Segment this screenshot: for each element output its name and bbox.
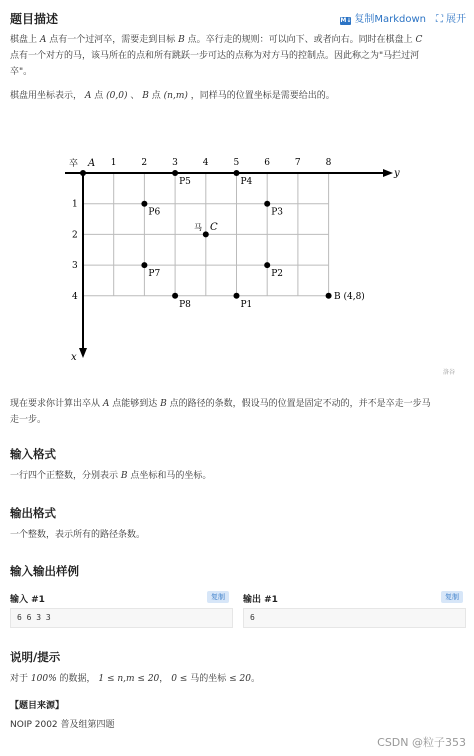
markdown-icon: M↓ (340, 17, 352, 24)
x-axis-arrow (79, 348, 87, 358)
description-text: 棋盘上 A 点有一个过河卒，需要走到目标 B 点。卒行走的规则：可以向下、或者向右。同时在棋盘上 C 点有一个对方的马，该马所在的点和所有跳跃一步可达的点称为对方马的控制点。因此称之为"马拦过河 卒"。 (10, 35, 423, 77)
origin-label: A (88, 158, 96, 169)
col-label: 5 (233, 158, 240, 168)
control-point-label: P3 (271, 207, 283, 218)
col-label: 6 (264, 158, 270, 168)
control-point-dot (264, 262, 270, 268)
coordinate-description: 棋盘用坐标表示， A 点 (0,0) 、 B 点 (n,m) ，同样马的位置坐标是需要给出的。 (10, 91, 335, 101)
control-point-label: P4 (240, 177, 253, 187)
control-point-label: P5 (179, 177, 191, 187)
expand-icon: ⛶ (436, 14, 443, 25)
sample-output-label: 输出 #1 (243, 595, 278, 605)
column-labels (111, 158, 332, 168)
control-point-dot (141, 262, 147, 268)
control-point-label: P1 (240, 299, 253, 310)
source-text: NOIP 2002 普及组第四题 (10, 720, 115, 730)
control-point-dot (172, 293, 178, 299)
col-label: 8 (325, 158, 332, 168)
csdn-watermark: CSDN @粒子353 (377, 736, 466, 749)
target-b-label: B (4,8) (334, 292, 365, 302)
control-point-dot (172, 170, 178, 176)
origin-dot (80, 170, 86, 176)
control-point-dot (234, 293, 240, 299)
control-point-dot (234, 170, 240, 176)
y-axis-label: y (394, 168, 400, 179)
output-format-text: 一个整数，表示所有的路径条数。 (10, 530, 146, 540)
top-actions (340, 10, 466, 25)
col-label: 4 (202, 158, 209, 168)
col-label: 7 (294, 158, 301, 168)
copy-output-button[interactable]: 复制 (441, 591, 463, 603)
copy-input-button[interactable]: 复制 (207, 591, 229, 603)
horse-dot (203, 231, 209, 237)
control-point-label: P6 (148, 207, 161, 218)
horse-glyph: 马 (194, 223, 202, 232)
source-title: 【题目来源】 (10, 701, 65, 711)
sample-input-box[interactable]: 6 6 3 3 (10, 608, 233, 628)
row-label: 1 (72, 199, 78, 210)
input-format-text: 一行四个正整数，分别表示 B 点坐标和马的坐标。 (10, 471, 212, 481)
section-title-output-format: 输出格式 (10, 506, 56, 520)
section-title-samples: 输入输出样例 (10, 564, 79, 578)
control-point-label: P2 (271, 269, 283, 280)
col-label: 2 (141, 158, 148, 168)
row-label: 3 (72, 261, 78, 272)
copy-markdown-button[interactable]: M↓ 复制Markdown (340, 14, 426, 25)
row-labels (72, 200, 78, 302)
control-point-label: P8 (179, 299, 191, 310)
chessboard-figure (10, 148, 466, 380)
hint-text: 对于 100% 的数据， 1 ≤ n,m ≤ 20， 0 ≤ 马的坐标 ≤ 20。 (10, 674, 260, 684)
pawn-glyph: 卒 (69, 159, 79, 169)
control-point-dot (141, 201, 147, 207)
target-b-dot (326, 293, 332, 299)
control-point-dot (264, 201, 270, 207)
col-label: 3 (172, 158, 178, 168)
expand-button[interactable]: ⛶ 展开 (436, 14, 466, 25)
col-label: 1 (110, 158, 117, 168)
luogu-watermark: 洛谷 (443, 369, 456, 376)
task-description: 现在要求你计算出卒从 A 点能够到达 B 点的路径的条数，假设马的位置是固定不动的，并不是卒走一步马 走一步。 (10, 399, 431, 425)
sample-input-label: 输入 #1 (10, 595, 45, 605)
x-axis-label: x (71, 352, 77, 363)
section-title-input-format: 输入格式 (10, 447, 56, 461)
control-point-label: P7 (148, 269, 161, 280)
section-title-description: 题目描述 (10, 12, 59, 26)
y-axis-arrow (383, 169, 393, 177)
row-label: 4 (72, 291, 78, 302)
section-title-hint: 说明/提示 (10, 650, 61, 664)
row-label: 2 (72, 230, 78, 241)
horse-label: C (210, 222, 218, 233)
sample-output-box[interactable]: 6 (243, 608, 466, 628)
